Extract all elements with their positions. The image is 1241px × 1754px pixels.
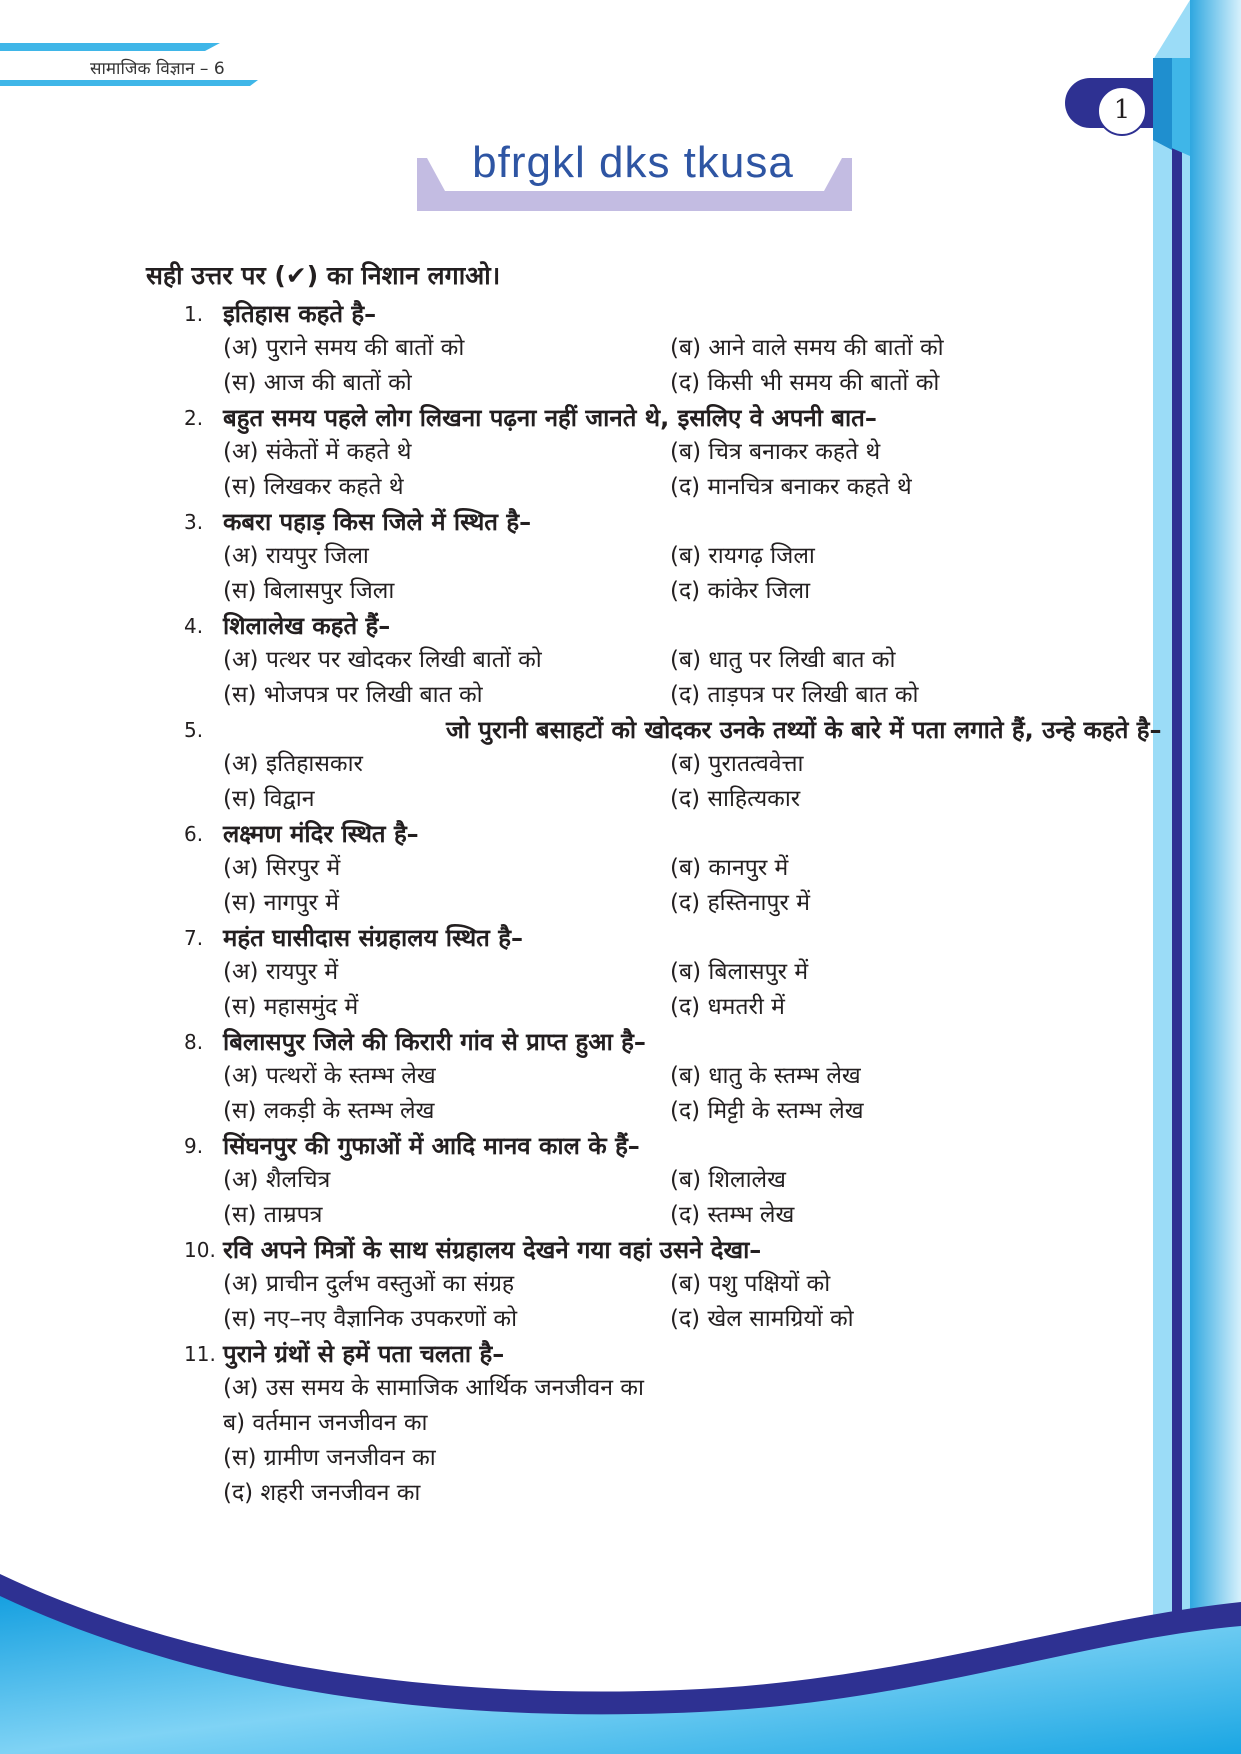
- option-d: (द) स्तम्भ लेख: [670, 1202, 795, 1228]
- option-c: (स) आज की बातों को: [223, 370, 412, 396]
- question-3: [0, 505, 1241, 609]
- question-text: पुराने ग्रंथों से हमें पता चलता है–: [223, 1340, 505, 1368]
- title-frame-base: [417, 191, 852, 211]
- option-d: (द) मानचित्र बनाकर कहते थे: [670, 474, 912, 500]
- question-text: इतिहास कहते है–: [223, 300, 377, 328]
- header-bar-bottom-angle: [245, 80, 258, 86]
- question-text: लक्ष्मण मंदिर स्थित है–: [223, 820, 419, 848]
- header-bar-top-angle: [200, 43, 220, 51]
- option-a: (अ) पत्थरों के स्तम्भ लेख: [223, 1063, 436, 1089]
- question-number: 9.: [184, 1134, 204, 1158]
- option-c: (स) ग्रामीण जनजीवन का: [223, 1445, 436, 1471]
- question-number: 7.: [184, 926, 204, 950]
- bottom-wave-light: [0, 1596, 1241, 1754]
- option-d: (द) धमतरी में: [670, 994, 785, 1020]
- option-a: (अ) सिरपुर में: [223, 855, 341, 881]
- option-c: (स) नए–नए वैज्ञानिक उपकरणों को: [223, 1306, 518, 1332]
- option-a: (अ) पत्थर पर खोदकर लिखी बातों को: [223, 647, 542, 673]
- question-text: महंत घासीदास संग्रहालय स्थित है–: [223, 924, 523, 952]
- header-bar-bottom: [0, 80, 245, 86]
- option-a: (अ) रायपुर जिला: [223, 543, 369, 569]
- question-6: [0, 817, 1241, 921]
- question-text: शिलालेख कहते हैं–: [223, 612, 391, 640]
- option-b: (ब) पशु पक्षियों को: [670, 1271, 831, 1297]
- running-head: सामाजिक विज्ञान – 6: [90, 59, 225, 79]
- option-a: (अ) रायपुर में: [223, 959, 339, 985]
- question-number: 2.: [184, 406, 204, 430]
- option-d: (द) शहरी जनजीवन का: [223, 1480, 421, 1506]
- question-text: रवि अपने मित्रों के साथ संग्रहालय देखने गया वहां उसने देखा–: [223, 1236, 762, 1264]
- option-a: (अ) उस समय के सामाजिक आर्थिक जनजीवन का: [223, 1375, 644, 1401]
- question-text: जो पुरानी बसाहटों को खोदकर उनके तथ्यों के बारे में पता लगाते हैं, उन्हे कहते है–: [446, 716, 1162, 744]
- chapter-title: bfrgkl dks tkusa: [472, 138, 794, 187]
- question-4: [0, 609, 1241, 713]
- option-a: (अ) प्राचीन दुर्लभ वस्तुओं का संग्रह: [223, 1271, 515, 1297]
- option-d: (द) कांकेर जिला: [670, 578, 811, 604]
- question-number: 4.: [184, 614, 204, 638]
- header-bar-top: [0, 43, 200, 51]
- option-b: (ब) चित्र बनाकर कहते थे: [670, 439, 881, 465]
- option-c: (स) महासमुंद में: [223, 994, 359, 1020]
- question-7: [0, 921, 1241, 1025]
- question-8: [0, 1025, 1241, 1129]
- question-number: 11.: [184, 1342, 216, 1366]
- question-text: बिलासपुर जिले की किरारी गांव से प्राप्त हुआ है–: [223, 1028, 646, 1056]
- option-c: (स) लकड़ी के स्तम्भ लेख: [223, 1098, 435, 1124]
- option-b: (ब) बिलासपुर में: [670, 959, 809, 985]
- question-list: [0, 297, 1241, 1511]
- option-a: (अ) संकेतों में कहते थे: [223, 439, 412, 465]
- option-c: (स) विद्वान: [223, 786, 315, 812]
- option-c: (स) भोजपत्र पर लिखी बात को: [223, 682, 483, 708]
- option-d: (द) किसी भी समय की बातों को: [670, 370, 940, 396]
- option-c: (स) बिलासपुर जिला: [223, 578, 395, 604]
- question-number: 8.: [184, 1030, 204, 1054]
- page-number: 1: [1097, 86, 1147, 136]
- option-b: (ब) रायगढ़ जिला: [670, 543, 815, 569]
- question-11: [0, 1337, 1241, 1511]
- question-number: 10.: [184, 1238, 216, 1262]
- option-a: (अ) इतिहासकार: [223, 751, 363, 777]
- option-b: (ब) धातु पर लिखी बात को: [670, 647, 896, 673]
- question-5: [0, 713, 1241, 817]
- tab-fold-dark: [1153, 58, 1172, 150]
- question-text: कबरा पहाड़ किस जिले में स्थित है–: [223, 508, 532, 536]
- question-9: [0, 1129, 1241, 1233]
- question-number: 6.: [184, 822, 204, 846]
- option-b: ब) वर्तमान जनजीवन का: [223, 1410, 428, 1436]
- option-d: (द) ताड़पत्र पर लिखी बात को: [670, 682, 919, 708]
- question-number: 1.: [184, 302, 204, 326]
- question-text: सिंघनपुर की गुफाओं में आदि मानव काल के हैं–: [223, 1132, 640, 1160]
- question-2: [0, 401, 1241, 505]
- option-d: (द) हस्तिनापुर में: [670, 890, 810, 916]
- option-c: (स) लिखकर कहते थे: [223, 474, 404, 500]
- question-number: 5.: [184, 718, 204, 742]
- option-b: (ब) धातु के स्तम्भ लेख: [670, 1063, 861, 1089]
- option-a: (अ) पुराने समय की बातों को: [223, 335, 465, 361]
- option-d: (द) मिट्टी के स्तम्भ लेख: [670, 1098, 864, 1124]
- option-c: (स) ताम्रपत्र: [223, 1202, 323, 1228]
- option-d: (द) साहित्यकार: [670, 786, 801, 812]
- option-a: (अ) शैलचित्र: [223, 1167, 331, 1193]
- option-b: (ब) आने वाले समय की बातों को: [670, 335, 944, 361]
- option-d: (द) खेल सामग्रियों को: [670, 1306, 854, 1332]
- option-b: (ब) शिलालेख: [670, 1167, 786, 1193]
- option-b: (ब) पुरातत्ववेत्ता: [670, 751, 804, 777]
- question-10: [0, 1233, 1241, 1337]
- question-number: 3.: [184, 510, 204, 534]
- option-b: (ब) कानपुर में: [670, 855, 789, 881]
- question-1: [0, 297, 1241, 401]
- option-c: (स) नागपुर में: [223, 890, 340, 916]
- question-text: बहुत समय पहले लोग लिखना पढ़ना नहीं जानते थे, इसलिए वे अपनी बात–: [223, 404, 877, 432]
- instruction: सही उत्तर पर (✔) का निशान लगाओ।: [146, 261, 501, 290]
